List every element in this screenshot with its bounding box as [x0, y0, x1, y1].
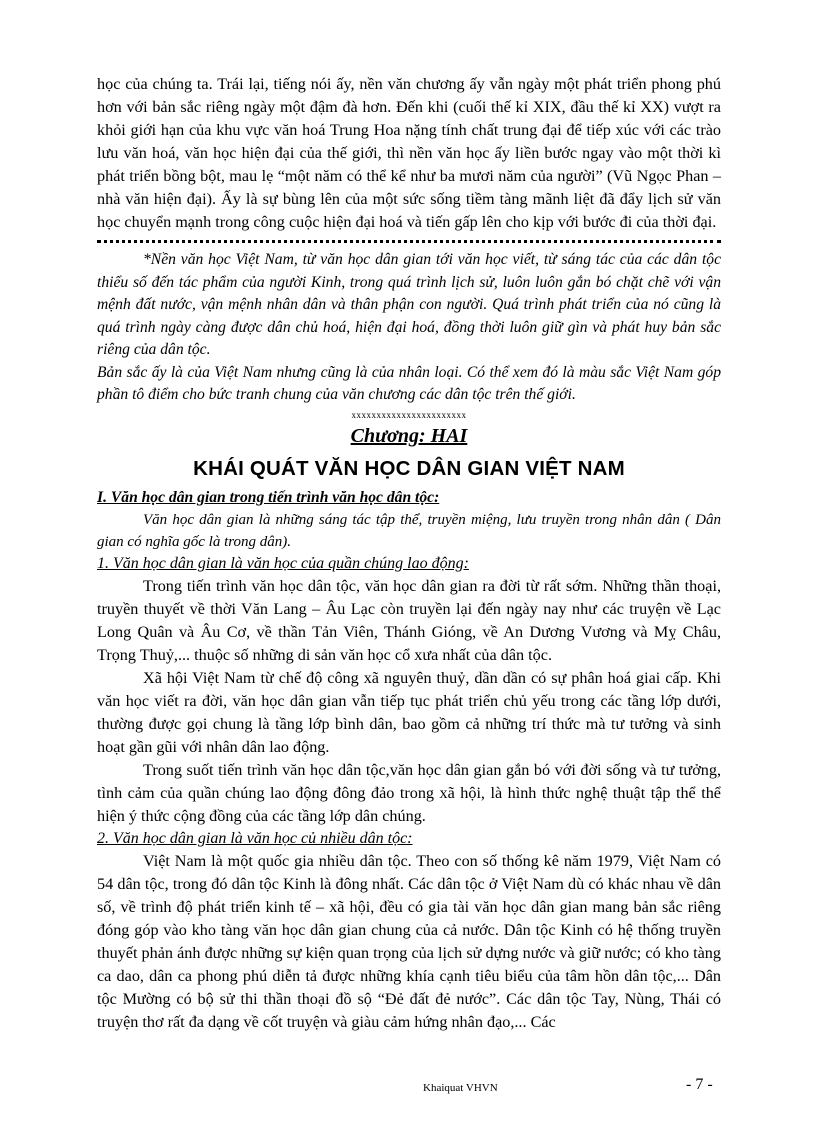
chapter-title: KHÁI QUÁT VĂN HỌC DÂN GIAN VIỆT NAM	[193, 456, 625, 480]
chapter-label: Chương: HAI	[350, 424, 468, 447]
summary-paragraph: Bản sắc ấy là của Việt Nam nhưng cũng là của nhân loại. Có thể xem đó là màu sắc Việt Nam góp phần tô điểm cho bức tranh chung của văn chương các dân tộc trên thế giới.	[97, 363, 721, 403]
summary-block	[97, 249, 721, 407]
footer-label: Khaiquat VHVN	[423, 1082, 498, 1094]
separator-line: xxxxxxxxxxxxxxxxxxxxxxx	[351, 409, 467, 420]
body-paragraph: Xã hội Việt Nam từ chế độ công xã nguyên thuỷ, dần dần có sự phân hoá giai cấp. Khi văn học viết ra đời, văn học dân gian vẫn tiếp tục phát triển chủ yếu trong các tầng lớp dưới, thường được gọi chung là tầng lớp bình dân, bao gồm cả những trí thức mà tư tưởng và sinh hoạt gần gũi với nhân dân lao động.	[97, 668, 721, 756]
dotted-divider	[97, 240, 721, 243]
body-paragraph: Trong tiến trình văn học dân tộc, văn học dân gian ra đời từ rất sớm. Những thần thoại, truyền thuyết về thời Văn Lang – Âu Lạc còn truyền lại đến ngày nay như các truyện về Lạc Long Quân và Âu Cơ, về thần Tản Viên, Thánh Gióng, về An Dương Vương và Mỵ Châu, Trọng Thuỷ,... thuộc số những di sản văn học cổ xưa nhất của dân tộc.	[97, 576, 721, 664]
body-paragraph: học của chúng ta. Trái lại, tiếng nói ấy, nền văn chương ấy vẫn ngày một phát triển phong phú hơn với bản sắc riêng ngày một đậm đà hơn. Đến khi (cuối thế kỉ XIX, đầu thế kỉ XX) vượt ra khỏi giới hạn của khu vực văn hoá Trung Hoa nặng tính chất trung đại để tiếp xúc với các trào lưu văn hoá, văn học hiện đại của thế giới, thì nền văn học ấy liền bước ngay vào một thời kì phát triển bồng bột, mau lẹ “một năm có thể kể như ba mươi năm của người” (Vũ Ngọc Phan – nhà văn hiện đại). Ấy là sự bùng lên của một sức sống tiềm tàng mãnh liệt đã đẩy lịch sử văn học chuyển mạnh trong công cuộc hiện đại hoá và tiến gấp lên cho kịp với bước đi của thời đại.	[97, 75, 721, 231]
subsection-heading: 2. Văn học dân gian là văn học củ nhiều dân tộc:	[97, 829, 413, 847]
page-content	[97, 73, 721, 1034]
summary-paragraph: *Nền văn học Việt Nam, từ văn học dân gian tới văn học viết, từ sáng tác của các dân tộc thiểu số đến tác phẩm của người Kinh, trong quá trình lịch sử, luôn luôn gắn bó chặt chẽ với vận mệnh đất nước, vận mệnh nhân dân và thân phận con người. Quá trình phát triển của nó cũng là quá trình ngày càng được dân chủ hoá, hiện đại hoá, đồng thời luôn giữ gìn và phát huy bản sắc riêng của dân tộc.	[97, 251, 721, 358]
subsection-heading: 1. Văn học dân gian là văn học của quần chúng lao động:	[97, 554, 469, 572]
body-paragraph: Trong suốt tiến trình văn học dân tộc,văn học dân gian gắn bó với đời sống và tư tưởng, tình cảm của quần chúng lao động đông đảo trong xã hội, là hình thức nghệ thuật tập thể thể hiện ý thức cộng đồng của các tầng lớp dân chúng.	[97, 760, 721, 825]
page-number: - 7 -	[686, 1076, 713, 1093]
section-heading: I. Văn học dân gian trong tiến trình văn học dân tộc:	[97, 488, 440, 506]
definition-text: Văn học dân gian là những sáng tác tập thể, truyền miệng, lưu truyền trong nhân dân ( Dân gian có nghĩa gốc là trong dân).	[97, 511, 721, 550]
body-paragraph: Việt Nam là một quốc gia nhiều dân tộc. Theo con số thống kê năm 1979, Việt Nam có 54 dân tộc, trong đó dân tộc Kinh là đông nhất. Các dân tộc ở Việt Nam dù có khác nhau về dân số, về trình độ phát triển kinh tế – xã hội, đều có gia tài văn học dân gian mang bản sắc riêng đóng góp vào kho tàng văn học dân gian chung của cả nước. Dân tộc Kinh có hệ thống truyền thuyết phản ánh được những sự kiện quan trọng của lịch sử dựng nước và giữ nước; có kho tàng ca dao, dân ca phong phú diễn tả được những khía cạnh tiêu biểu của tâm hồn dân tộc,... Dân tộc Mường có bộ sử thi thần thoại đồ sộ “Đẻ đất đẻ nước”. Các dân tộc Tay, Nùng, Thái có truyện thơ rất đa dạng về cốt truyện và giàu cảm hứng nhân đạo,... Các	[97, 851, 721, 1031]
